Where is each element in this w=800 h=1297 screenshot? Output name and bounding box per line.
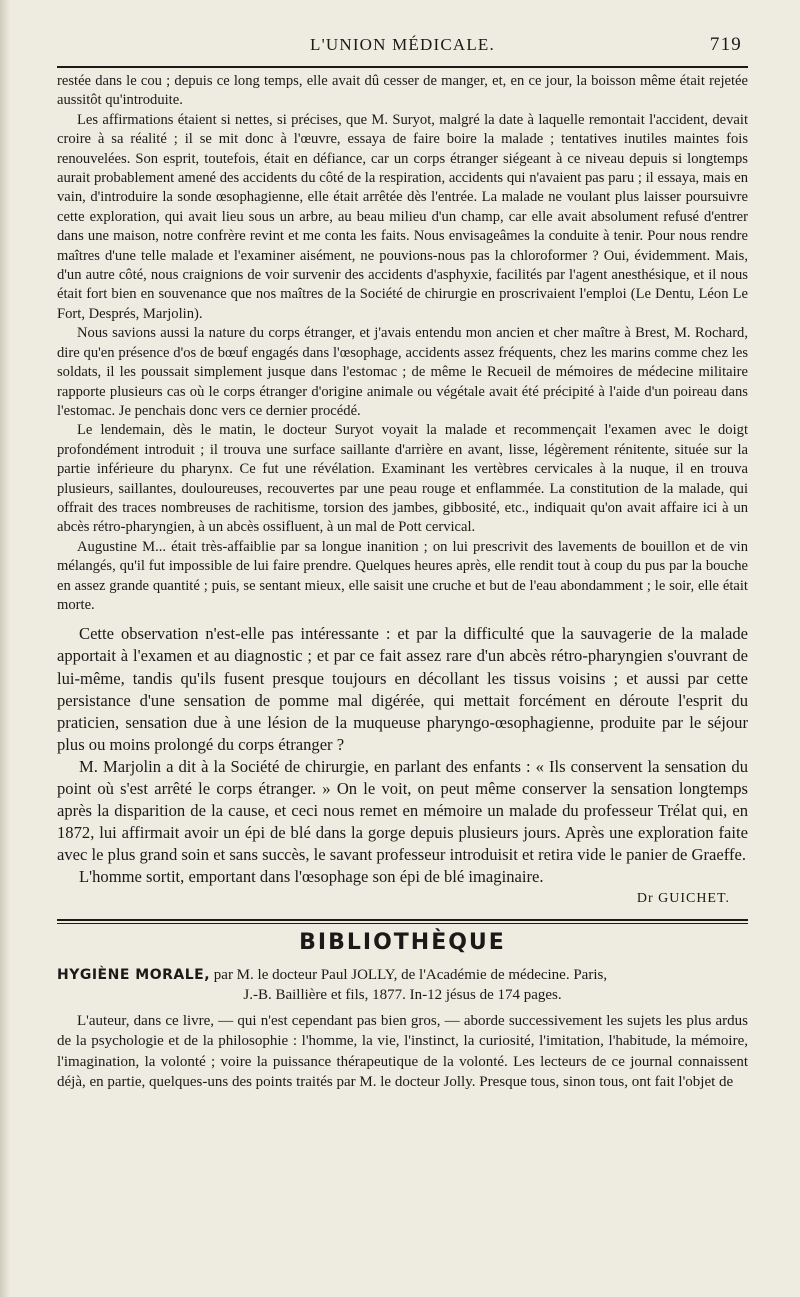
section-title: BIBLIOTHÈQUE: [299, 929, 506, 955]
running-header: [57, 30, 748, 60]
case-paragraph: restée dans le cou ; depuis ce long temps, elle avait dû cesser de manger, et, en ce jour, la boisson même était rejetée aussitôt qu'introduite.: [57, 73, 748, 109]
case-paragraph: Le lendemain, dès le matin, le docteur Suryot voyait la malade et recommençait l'examen avec le doigt profondément introduit ; il trouva une surface saillante d'arrière en avant, lisse, légèrement rénitente, située sur la partie inférieure du pharynx. Ce fut une révélation. Examinant les vertèbres cervicales à la nuque, il en trouva plusieurs, saillantes, douloureuses, recouvertes par une peau rouge et enflammée. La constitution de la malade, qui offrait des traces nombreuses de rachitisme, torsion des jambes, gibbosité, etc., indiquait qu'on avait affaire ici à un abcès rétro-pharyngien, à un abcès ossifluent, à un mal de Pott cervical.: [57, 422, 748, 536]
journal-title: L'UNION MÉDICALE.: [310, 35, 495, 54]
author-signature: Dr GUICHET.: [636, 890, 730, 906]
section-divider: [57, 919, 748, 924]
book-citation: [57, 965, 748, 1005]
citation-author: par M. le docteur Paul JOLLY, de l'Académie de médecine. Paris,: [210, 966, 608, 983]
commentary-paragraph: M. Marjolin a dit à la Société de chirurgie, en parlant des enfants : « Ils conservent la sensation du point où s'est arrêté le corps étranger. » On le voit, on peut même conserver la sensation longtemps après la disparition de la cause, et ceci nous remet en mémoire un malade du professeur Trélat qui, en 1872, lui affirmait avoir un épi de blé dans la gorge depuis plusieurs jours. Après une exploration faite avec le plus grand soin et sans succès, le savant professeur introduisit et retira vide le panier de Graeffe.: [57, 756, 748, 865]
commentary-paragraph: L'homme sortit, emportant dans l'œsophage son épi de blé imaginaire.: [79, 867, 544, 887]
page-number: 719: [709, 34, 742, 55]
case-paragraph: Nous savions aussi la nature du corps étranger, et j'avais entendu mon ancien et cher maître à Brest, M. Rochard, dire qu'en présence d'os de bœuf engagés dans l'œsophage, accidents assez fréquents, chez les marins comme chez les soldats, il les poussait simplement jusque dans l'estomac ; de même le Recueil de mémoires de médecine militaire rapporte plusieurs cas où le corps étranger d'origine animale ou végétale avait été précipité à l'aide d'un poireau dans l'estomac. Je penchais donc vers ce dernier procédé.: [57, 325, 748, 419]
commentary-body: [57, 623, 748, 888]
page-binding-edge: [0, 0, 10, 1297]
case-report-body: [57, 72, 748, 615]
citation-line: [57, 965, 748, 985]
review-paragraph: L'auteur, dans ce livre, — qui n'est cependant pas bien gros, — aborde successivement les sujets les plus ardus de la psychologie et de la philosophie : l'homme, la vie, l'instinct, la curiosité, l'imitation, l'habitude, la mémoire, l'imagination, la volonté ; voire la puissance thérapeutique de la volonté. Les lecteurs de ce journal connaissent déjà, en partie, quelques-uns des points traités par M. le docteur Jolly. Presque tous, sinon tous, ont fait l'objet de: [57, 1012, 748, 1090]
header-rule: [57, 66, 748, 68]
publisher-line: J.-B. Baillière et fils, 1877. In-12 jésus de 174 pages.: [243, 986, 562, 1003]
book-title: HYGIÈNE MORALE,: [57, 966, 211, 983]
case-paragraph: Augustine M... était très-affaiblie par sa longue inanition ; on lui prescrivit des lavements de bouillon et de vin mélangés, qu'il fut impossible de lui faire prendre. Quelques heures après, elle rendit tout à coup du pus par la bouche en assez grande quantité ; puis, se sentant mieux, elle saisit une cruche et but de l'eau abondamment ; le soir, elle était morte.: [57, 538, 748, 613]
commentary-paragraph: Cette observation n'est-elle pas intéressante : et par la difficulté que la sauvagerie de la malade apportait à l'examen et au diagnostic ; et par ce fait assez rare d'un abcès rétro-pharyngien s'ouvrant de lui-même, tandis qu'ils fusent presque toujours en décollant les tissus voisins ; et aussi par cette persistance d'une sensation de pomme mal digérée, qui mettait forcément en déroute l'esprit du praticien, sensation due à une lésion de la muqueuse pharyngo-œsophagienne, produite par le séjour plus ou moins prolongé du corps étranger ?: [57, 624, 748, 754]
review-body: [57, 1011, 748, 1093]
case-paragraph: Les affirmations étaient si nettes, si précises, que M. Suryot, malgré la date à laquelle remontait l'accident, devait croire à sa réalité ; il se mit donc à l'œuvre, essaya de faire boire la malade ; tentatives inutiles maintes fois renouvelées. Son esprit, toutefois, était en défiance, car un corps étranger siégeant à ce niveau depuis si longtemps aurait probablement amené des accidents du côté de la respiration, accidents qui n'avaient pas paru ; il essaya, mais en vain, d'introduire la sonde œsophagienne, elle était arrêtée dès l'entrée. La malade ne voulant plus laisser poursuivre cette exploration, qui avait lieu sous un arbre, au beau milieu d'un champ, car elle avait absolument refusé d'entrer dans une maison, notre confrère revint et me conta les faits. Nous envisageâmes la conduite à tenir. Pour nous rendre maîtres d'une telle malade et l'examiner aisément, ne pouvions-nous pas la chloroformer ? Oui, évidemment. Mais, d'un autre côté, nous craignions de voir survenir des accidents d'asphyxie, facilités par l'agent anesthésique, et il nous était fort bien en souvenance que nos maîtres de la Société de chirurgie en proscrivaient l'emploi (Le Dentu, Léon Le Fort, Després, Marjolin).: [57, 111, 748, 322]
